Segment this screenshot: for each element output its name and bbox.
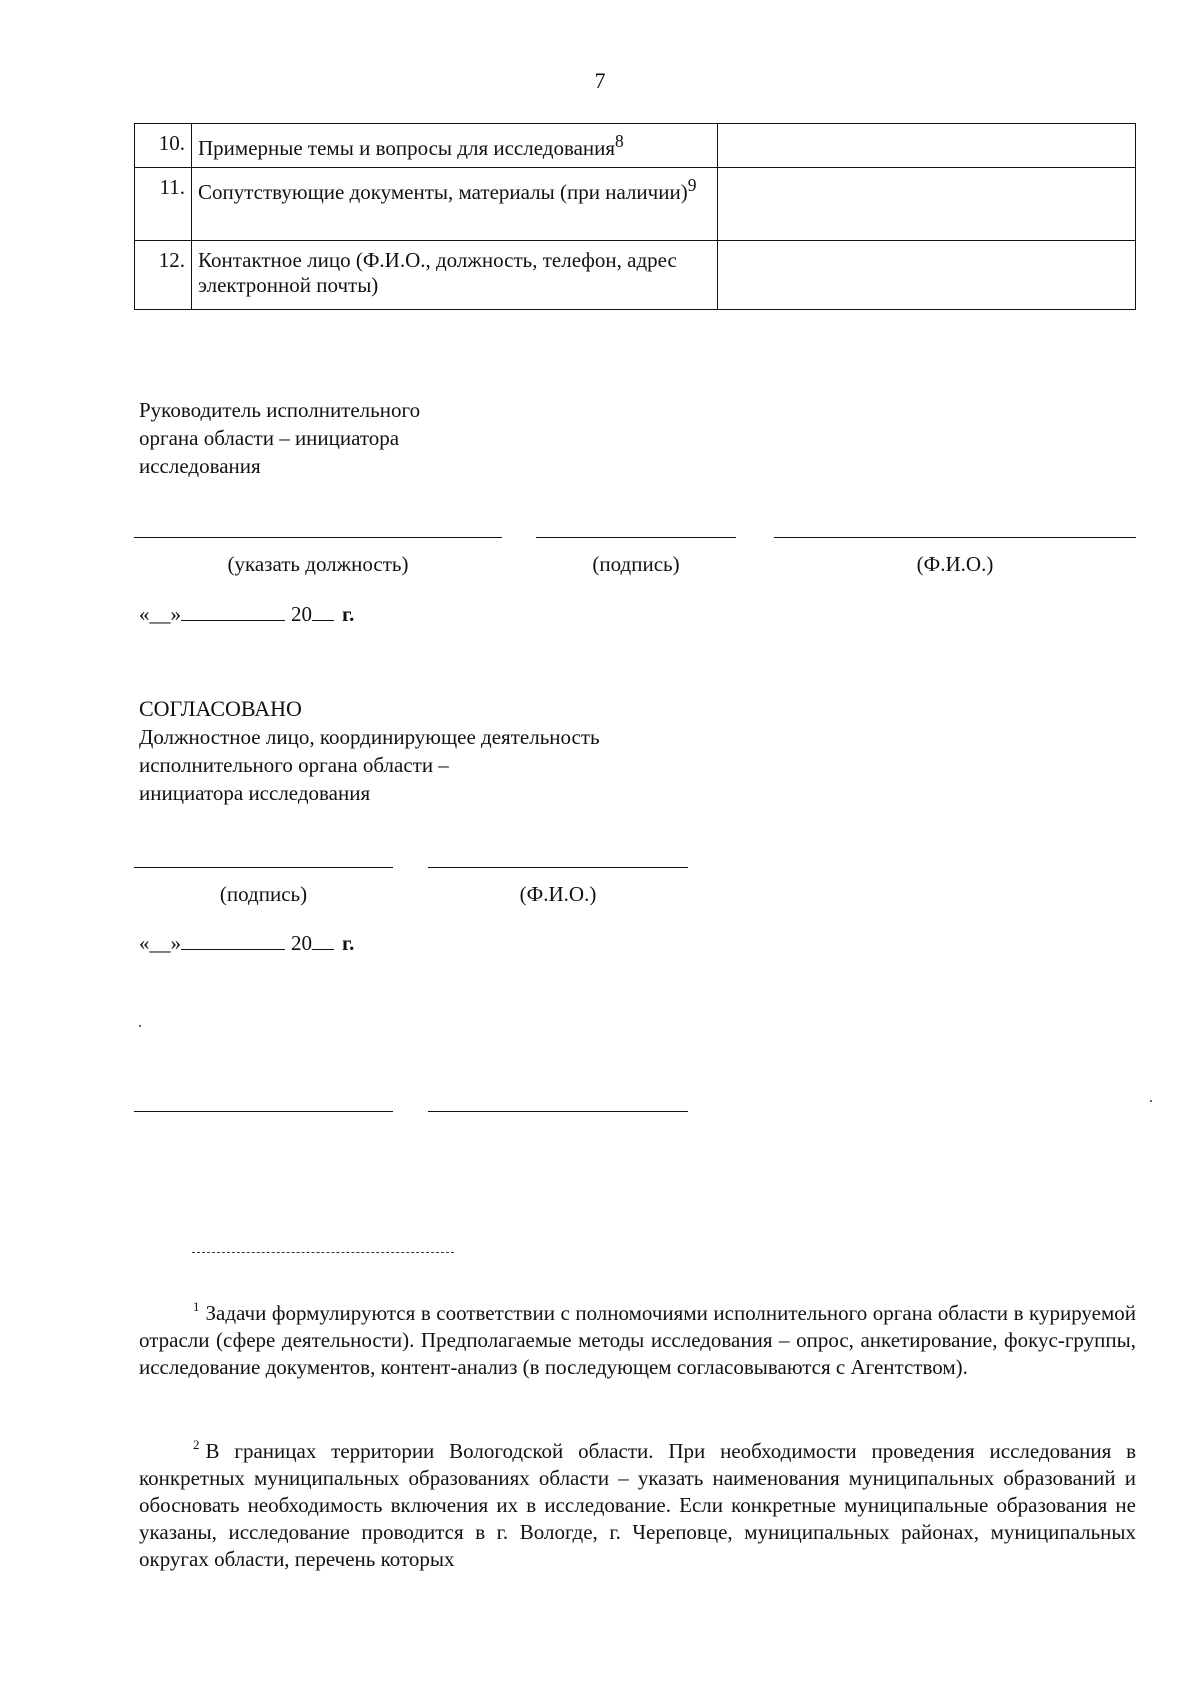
footnote-mark: 1	[193, 1299, 200, 1314]
name-caption: (Ф.И.О.)	[916, 552, 994, 576]
date-month-blank	[181, 600, 285, 621]
footnote: $^2$ В границах территории Вологодской области. При необходимости проведения исследования в конкретных муниципальных образованиях области – указать наименования муниципальных образований и обосновать необходимость включения их в исследование. Если конкретные муниципальные образования не указаны, исследование проводится в г. Вологде, г. Череповце, муниципальных районах, муниципальных округах области, перечень которых	[139, 1437, 1136, 1571]
footnote-mark: 8	[615, 131, 624, 151]
signature-line	[536, 537, 736, 538]
approval-line: инициатора исследования	[139, 781, 371, 805]
approval-line: исполнительного органа области –	[139, 753, 449, 777]
position-signature-line	[134, 537, 502, 538]
row-value	[718, 124, 1136, 168]
table-row	[135, 124, 1136, 168]
table-row	[135, 241, 1136, 310]
date-year-blank	[312, 600, 334, 621]
date-field: «__» 20 г.	[139, 602, 355, 626]
name-caption: (Ф.И.О.)	[519, 882, 597, 906]
approval-block	[139, 695, 600, 807]
date-field: «__» 20 г.	[139, 931, 355, 955]
head-signature-block	[139, 396, 420, 480]
head-title-line: исследования	[139, 454, 261, 478]
row-number: 10.	[135, 124, 192, 168]
footnote-separator	[192, 1252, 454, 1253]
signature-caption: (подпись)	[592, 552, 680, 576]
name-signature-line	[774, 537, 1136, 538]
blank-line	[134, 1111, 393, 1112]
approval-title: СОГЛАСОВАНО	[139, 696, 302, 721]
page-number: 7	[594, 68, 606, 93]
name-signature-line	[428, 867, 688, 868]
blank-line	[428, 1111, 688, 1112]
table-row	[135, 168, 1136, 241]
row-value	[718, 168, 1136, 241]
row-label: Сопутствующие документы, материалы (при наличии)$^9$	[192, 168, 718, 241]
date-year-blank	[312, 929, 334, 950]
footnote-mark: 9	[687, 175, 697, 196]
row-label: Примерные темы и вопросы для исследования$^8$	[192, 124, 718, 168]
date-month-blank	[181, 929, 285, 950]
footnote: $^1$ Задачи формулируются в соответствии с полномочиями исполнительного органа области в курируемой отрасли (сфере деятельности). Предполагаемые методы исследования – опрос, анкетирование, фокус-группы, исследование документов, контент-анализ (в последующем согласовываются с Агентством).	[139, 1299, 1136, 1379]
head-title-line: органа области – инициатора	[139, 426, 400, 450]
row-number: 12.	[135, 241, 192, 310]
footnote-mark: 2	[193, 1437, 200, 1452]
position-caption: (указать должность)	[227, 552, 409, 576]
signature-caption: (подпись)	[219, 882, 308, 906]
scan-speck	[1150, 1100, 1152, 1102]
approval-line: Должностное лицо, координирующее деятельность	[139, 725, 600, 749]
head-title-line: Руководитель исполнительного	[139, 398, 421, 422]
signature-line	[134, 867, 393, 868]
scan-speck	[139, 1025, 141, 1027]
row-label: Контактное лицо (Ф.И.О., должность, телефон, адрес электронной почты)	[192, 241, 718, 310]
requirements-table	[134, 123, 1136, 310]
row-value	[718, 241, 1136, 310]
row-number: 11.	[135, 168, 192, 241]
